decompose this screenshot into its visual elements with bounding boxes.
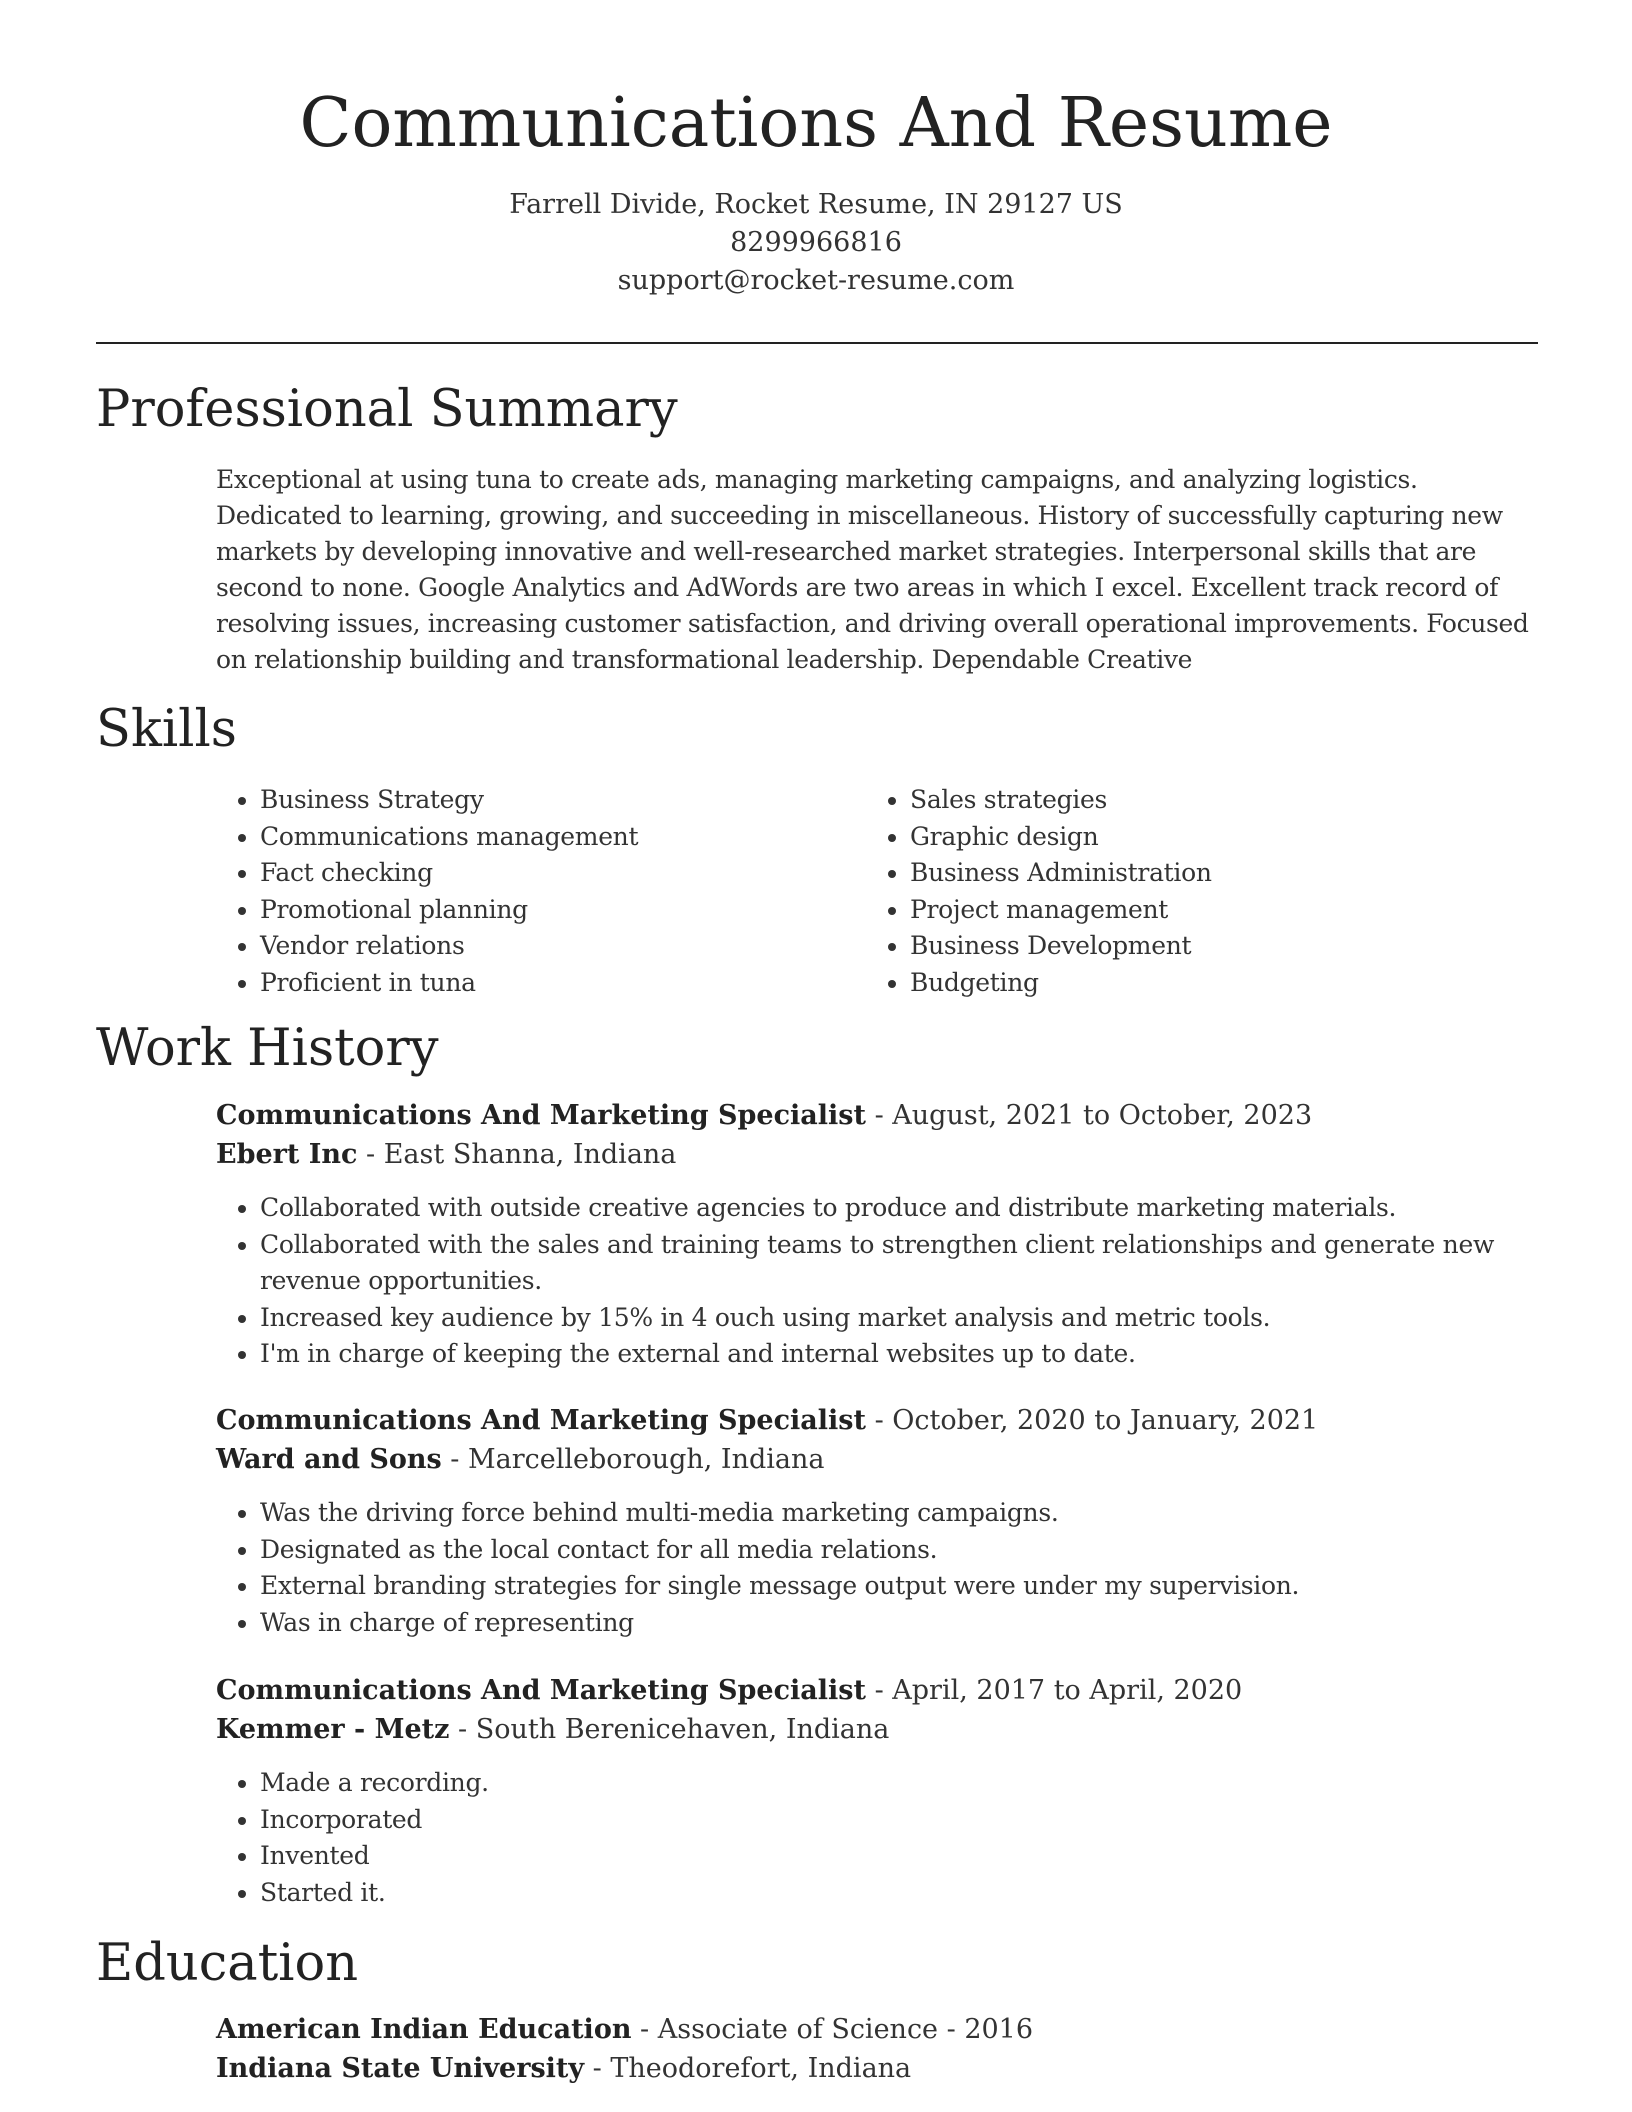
contact-info [0, 186, 1632, 300]
skill-item: • Sales strategies [910, 782, 1516, 819]
job-duty-item: • Made a recording. [260, 1765, 1546, 1802]
work-history-heading: Work History [96, 1019, 439, 1078]
skills-right-column [866, 782, 1516, 1001]
skill-item: • Fact checking [260, 855, 816, 892]
skill-item: • Business Strategy [260, 782, 816, 819]
skill-item: • Promotional planning [260, 892, 816, 929]
job-company: Ward and Sons [216, 1444, 442, 1475]
education-heading: Education [96, 1934, 359, 1993]
job-dates: - August, 2021 to October, 2023 [865, 1100, 1313, 1131]
job-duty-item: • Was in charge of representing [260, 1605, 1546, 1642]
job-dates: - October, 2020 to January, 2021 [865, 1405, 1319, 1436]
skill-item: • Vendor relations [260, 928, 816, 965]
job-duty-item: • Incorporated [260, 1802, 1546, 1839]
job-title-line [216, 1096, 1536, 1135]
education-degree: - Associate of Science - 2016 [631, 2014, 1034, 2045]
job-duty-item: • Invented [260, 1838, 1546, 1875]
job-location: - Marcelleborough, Indiana [441, 1444, 825, 1475]
job-location: - East Shanna, Indiana [357, 1139, 677, 1170]
skill-item: • Business Administration [910, 855, 1516, 892]
job-duties [216, 1190, 1546, 1373]
job-duty-item: • External branding strategies for single message output were under my supervision. [260, 1568, 1546, 1605]
job-duty-item: • Collaborated with the sales and training teams to strengthen client relationships and generate new revenue opportunities. [260, 1227, 1546, 1300]
job-title-line [216, 1401, 1536, 1440]
job-duty-item: • Collaborated with outside creative agencies to produce and distribute marketing materials. [260, 1190, 1546, 1227]
education-program: American Indian Education [216, 2014, 632, 2045]
contact-address: Farrell Divide, Rocket Resume, IN 29127 US [509, 189, 1123, 220]
job-role: Communications And Marketing Specialist [216, 1405, 866, 1436]
skills-heading: Skills [96, 700, 237, 759]
job-company: Ebert Inc [216, 1139, 358, 1170]
job-role: Communications And Marketing Specialist [216, 1100, 866, 1131]
job-duty-item: • Designated as the local contact for all media relations. [260, 1532, 1546, 1569]
skill-item: • Business Development [910, 928, 1516, 965]
skill-item: • Graphic design [910, 819, 1516, 856]
contact-email: support@rocket-resume.com [617, 265, 1015, 296]
job-duty-item: • Increased key audience by 15% in 4 ouch using market analysis and metric tools. [260, 1300, 1546, 1337]
job-company-line [216, 1135, 1536, 1174]
skill-item: • Proficient in tuna [260, 965, 816, 1002]
summary-heading: Professional Summary [96, 380, 678, 439]
job-location: - South Berenicehaven, Indiana [449, 1714, 890, 1745]
header-divider [96, 342, 1538, 344]
job-duty-item: • Started it. [260, 1875, 1546, 1912]
skill-item: • Project management [910, 892, 1516, 929]
job-dates: - April, 2017 to April, 2020 [865, 1675, 1243, 1706]
summary-text: Exceptional at using tuna to create ads, managing marketing campaigns, and analyzing logistics. Dedicated to learning, growing, and succeeding in miscellaneous. History of successfully capturing new markets by developing innovative and well-researched market strategies. Interpersonal skills that are second to none. Google Analytics and AdWords are two areas in which I excel. Excellent track record of resolving issues, increasing customer satisfaction, and driving overall operational improvements. Focused on relationship building and transformational leadership. Dependable Creative [216, 465, 1529, 674]
job-duty-item: • Was the driving force behind multi-media marketing campaigns. [260, 1495, 1546, 1532]
education-degree-line [216, 2010, 1033, 2049]
resume-header [0, 80, 1632, 300]
job-duty-item: • I'm in charge of keeping the external and internal websites up to date. [260, 1336, 1546, 1373]
job-title-line [216, 1671, 1536, 1710]
skills-left-column [216, 782, 816, 1001]
education-school: Indiana State University [216, 2053, 585, 2084]
skill-item: • Communications management [260, 819, 816, 856]
job-company-line [216, 1710, 1536, 1749]
job-role: Communications And Marketing Specialist [216, 1675, 866, 1706]
education-school-location: - Theodorefort, Indiana [584, 2053, 912, 2084]
job-duties [216, 1495, 1546, 1641]
candidate-name: Communications And Resume [299, 84, 1333, 163]
education-school-line [216, 2049, 911, 2088]
job-company: Kemmer - Metz [216, 1714, 450, 1745]
contact-phone: 8299966816 [730, 227, 902, 258]
job-company-line [216, 1440, 1536, 1479]
job-duties [216, 1765, 1546, 1911]
skill-item: • Budgeting [910, 965, 1516, 1002]
